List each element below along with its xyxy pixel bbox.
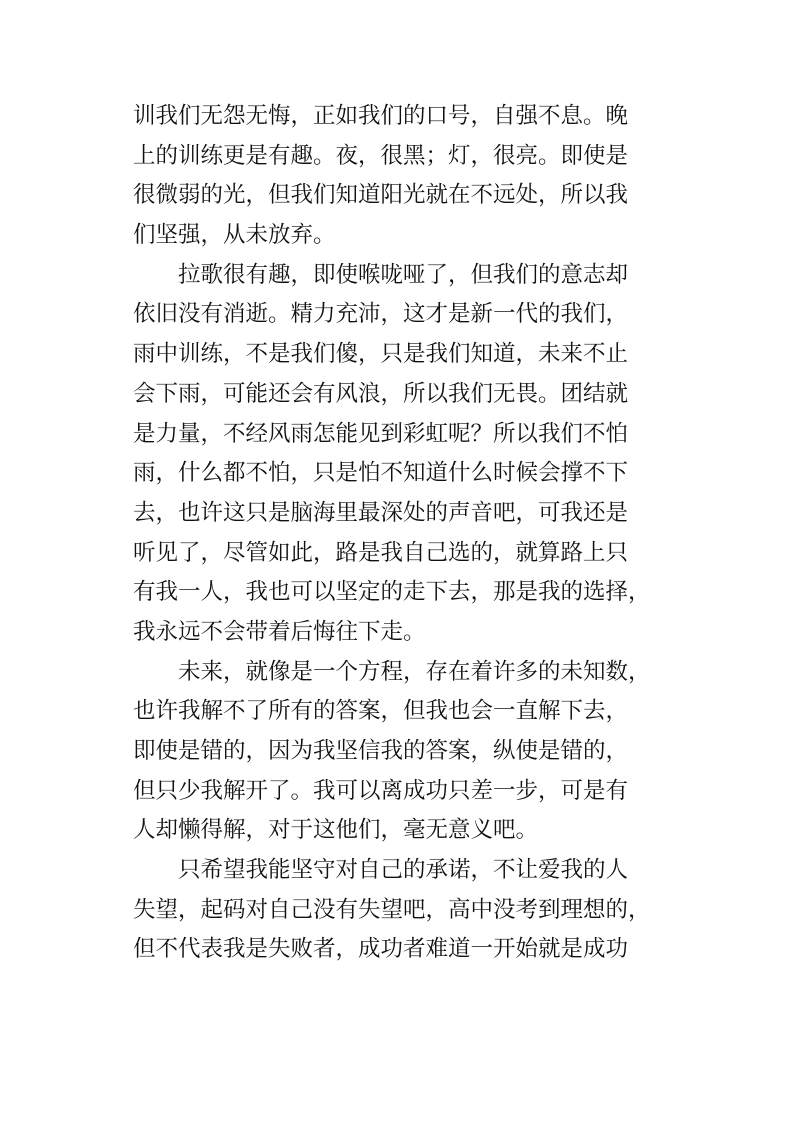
text-line: 很微弱的光，但我们知道阳光就在不远处，所以我 [133,182,629,209]
text-line: 我永远不会带着后悔往下走。 [133,618,426,645]
paragraph-first-line: 拉歌很有趣，即使喉咙哑了，但我们的意志却 [178,261,629,288]
text-line: 雨中训练，不是我们傻，只是我们知道，未来不止 [133,341,629,368]
text-line: 人却懒得解，对于这他们，毫无意义吧。 [133,817,539,844]
paragraph-first-line: 未来，就像是一个方程，存在着许多的未知数， [178,658,651,685]
text-line: 听见了，尽管如此，路是我自己选的，就算路上只 [133,539,629,566]
paragraph-first-line: 只希望我能坚守对自己的承诺，不让爱我的人 [178,857,629,884]
text-line: 失望，起码对自己没有失望吧，高中没考到理想的， [133,896,651,923]
text-line: 会下雨，可能还会有风浪，所以我们无畏。团结就 [133,380,629,407]
text-line: 训我们无怨无悔，正如我们的口号，自强不息。晚 [133,103,629,129]
document-body [133,97,673,970]
text-line: 雨，什么都不怕，只是怕不知道什么时候会撑不下 [133,460,629,487]
text-line: 依旧没有消逝。精力充沛，这才是新一代的我们， [133,301,629,328]
text-line: 是力量，不经风雨怎能见到彩虹呢？所以我们不怕 [133,420,629,447]
text-line: 即使是错的，因为我坚信我的答案，纵使是错的， [133,738,629,764]
text-line: 但不代表我是失败者，成功者难道一开始就是成功 [133,936,629,963]
text-line: 也许我解不了所有的答案，但我也会一直解下去， [133,698,629,725]
text-line: 上的训练更是有趣。夜，很黑；灯，很亮。即使是 [133,142,629,169]
text-line: 有我一人，我也可以坚定的走下去，那是我的选择， [133,579,651,606]
text-line: 但只少我解开了。我可以离成功只差一步，可是有 [133,777,629,804]
text-line: 们坚强，从未放弃。 [133,222,336,249]
text-line: 去，也许这只是脑海里最深处的声音吧，可我还是 [133,499,629,526]
